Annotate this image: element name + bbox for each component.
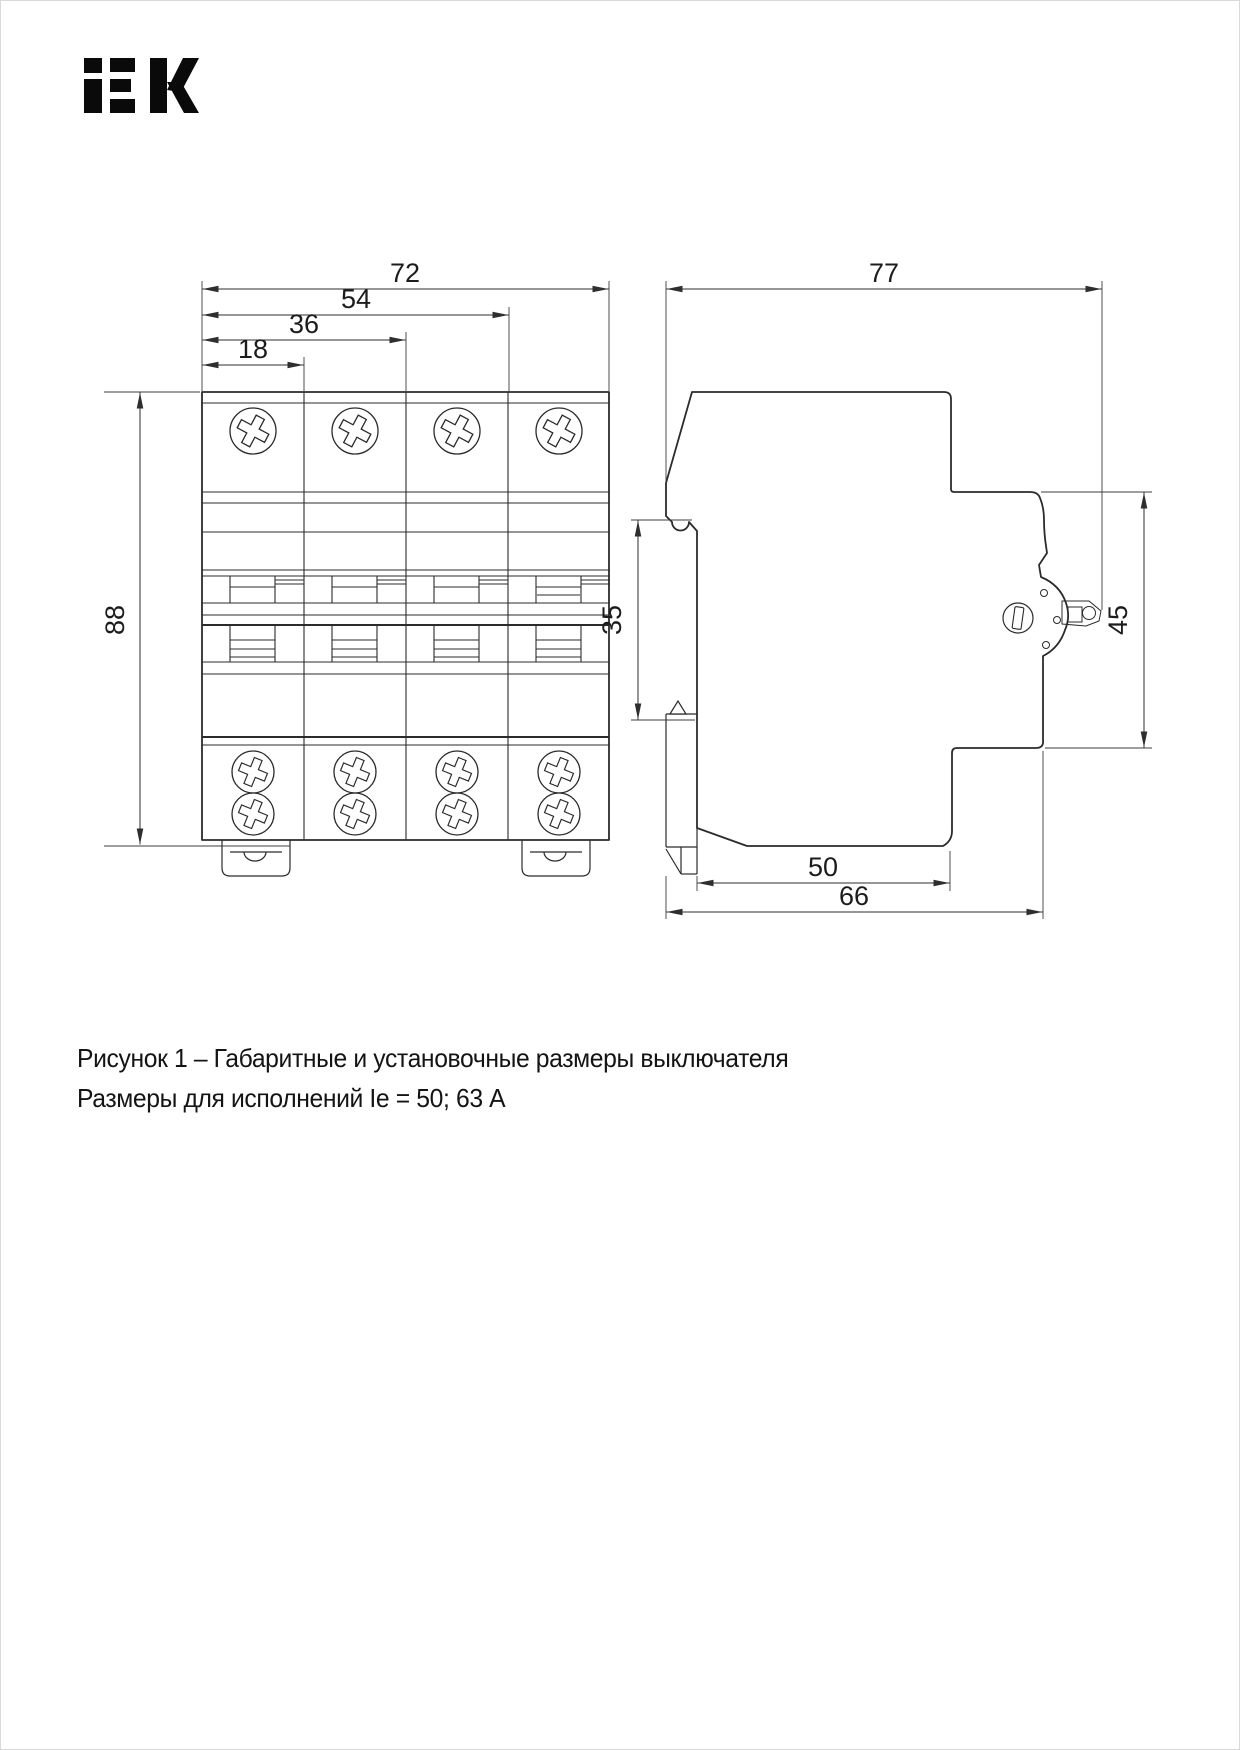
dim-72 [203,258,609,289]
caption-text-line1: Рисунок 1 – Габаритные и установочные размеры выключателя [77,1043,789,1073]
dim-label-35: 35 [597,604,627,636]
dim-label-66: 66 [838,881,870,911]
dim-66 [667,881,1043,912]
dim-36 [203,309,406,340]
dim-label-88: 88 [100,604,130,636]
dim-label-50: 50 [807,852,839,882]
din-clips-front [222,840,590,876]
dim-45 [1103,493,1144,748]
caption-text-line2: Размеры для исполнений Ie = 50; 63 А [77,1083,506,1113]
din-clip-side [666,701,697,874]
iek-logo [84,58,199,113]
figure-caption-line2 [77,1078,797,1118]
dim-88 [100,393,140,845]
side-view [666,392,1101,874]
dim-label-77: 77 [868,258,900,288]
dim-label-18: 18 [237,334,269,364]
figure-caption-line1 [77,1038,797,1078]
dim-label-45: 45 [1103,604,1133,636]
dim-77 [667,258,1102,289]
figure-caption [77,1038,797,1118]
dim-label-36: 36 [288,309,320,339]
dim-label-72: 72 [389,258,421,288]
dim-label-54: 54 [340,284,372,314]
front-view [202,392,610,876]
dim-50 [698,852,950,883]
